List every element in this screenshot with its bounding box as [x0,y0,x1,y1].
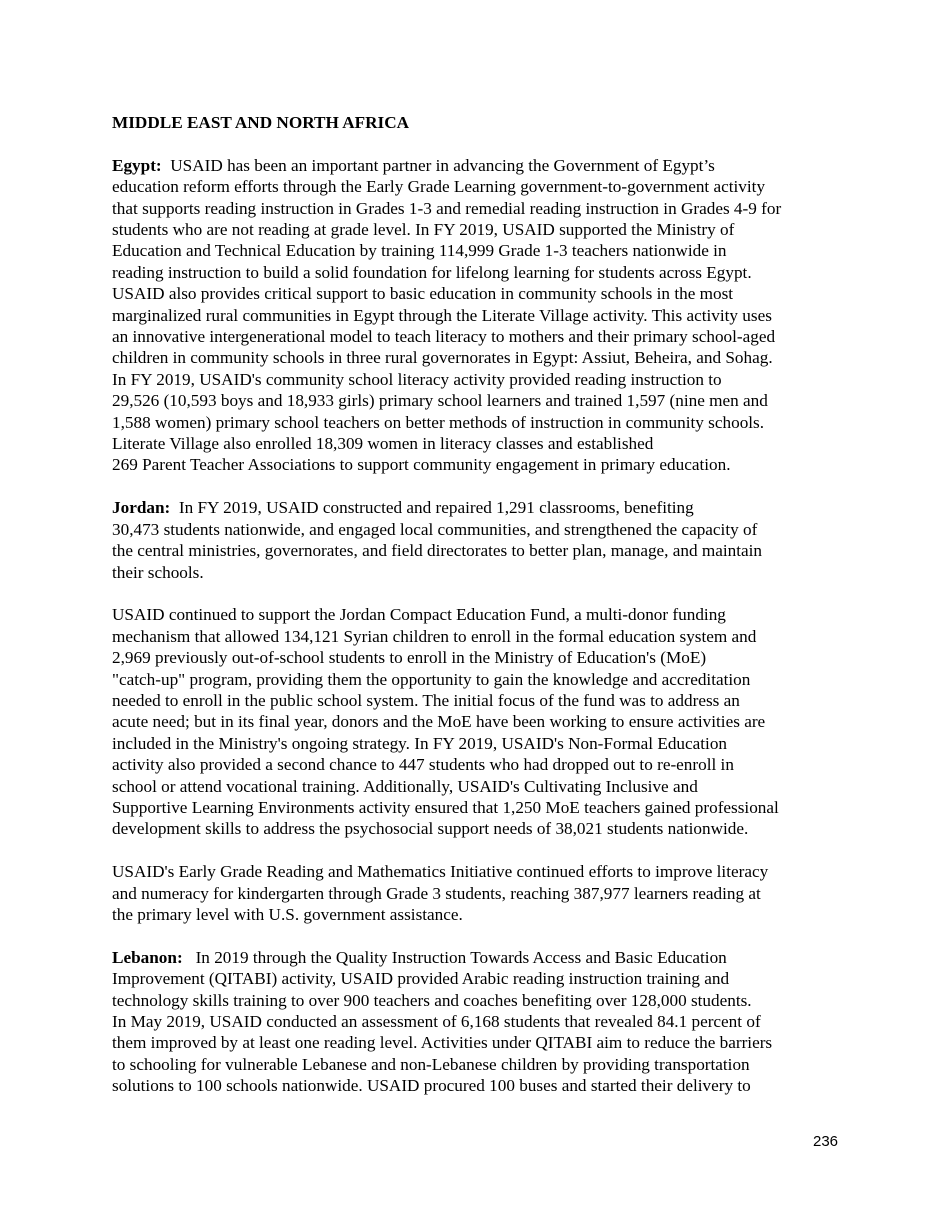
text-line: children in community schools in three rural governorates in Egypt: Assiut, Beheira, and Sohag. [112,348,773,368]
text-line: 269 Parent Teacher Associations to support community engagement in primary education. [112,455,731,475]
text-line: 2,969 previously out-of-school students to enroll in the Ministry of Education's (MoE) [112,648,707,668]
text-line: that supports reading instruction in Grades 1-3 and remedial reading instruction in Grades 4-9 for [112,198,782,218]
paragraph-lead: Jordan: [112,498,171,518]
paragraph [112,497,842,583]
text-line: an innovative intergenerational model to teach literacy to mothers and their primary school-aged [112,327,776,347]
text-line: marginalized rural communities in Egypt through the Literate Village activity. This activity uses [112,305,772,325]
text-line: 29,526 (10,593 boys and 18,933 girls) primary school learners and trained 1,597 (nine men and [112,391,768,411]
text-line: 30,473 students nationwide, and engaged local communities, and strengthened the capacity of [112,519,758,539]
paragraph [112,155,842,476]
text-line: them improved by at least one reading level. Activities under QITABI aim to reduce the barriers [112,1033,773,1053]
text-line [112,497,842,518]
text-line [112,155,842,176]
text-line: In FY 2019, USAID's community school literacy activity provided reading instruction to [112,369,722,389]
text-line: "catch-up" program, providing them the opportunity to gain the knowledge and accreditation [112,669,751,689]
document-body [112,112,842,1118]
text-line: mechanism that allowed 134,121 Syrian children to enroll in the formal education system and [112,626,757,646]
text-line: school or attend vocational training. Additionally, USAID's Cultivating Inclusive and [112,776,698,796]
paragraph-list [112,155,842,1097]
text-line: activity also provided a second chance to 447 students who had dropped out to re-enroll in [112,755,734,775]
text-line: Literate Village also enrolled 18,309 women in literacy classes and established [112,434,654,454]
text-line: the primary level with U.S. government assistance. [112,904,463,924]
text-line: their schools. [112,562,204,582]
paragraph-lead: Egypt: [112,155,162,175]
text-line: and numeracy for kindergarten through Grade 3 students, reaching 387,977 learners reading at [112,883,761,903]
paragraph [112,861,842,925]
text-line: Education and Technical Education by training 114,999 Grade 1-3 teachers nationwide in [112,241,727,261]
text-line: 1,588 women) primary school teachers on better methods of instruction in community schools. [112,412,765,432]
section-heading: MIDDLE EAST AND NORTH AFRICA [112,113,410,132]
text-line: acute need; but in its final year, donors and the MoE have been working to ensure activities are [112,712,766,732]
text-line: solutions to 100 schools nationwide. USAID procured 100 buses and started their delivery to [112,1076,751,1096]
text-span: USAID has been an important partner in advancing the Government of Egypt’s [161,155,715,175]
text-line: Improvement (QITABI) activity, USAID provided Arabic reading instruction training and [112,969,730,989]
text-span: In 2019 through the Quality Instruction Towards Access and Basic Education [182,947,727,967]
text-line: development skills to address the psychosocial support needs of 38,021 students nationwide. [112,819,749,839]
paragraph-lead: Lebanon: [112,947,183,967]
paragraph [112,604,842,839]
text-line: students who are not reading at grade level. In FY 2019, USAID supported the Ministry of [112,220,735,240]
text-line: USAID continued to support the Jordan Compact Education Fund, a multi-donor funding [112,605,726,625]
text-line: included in the Ministry's ongoing strategy. In FY 2019, USAID's Non-Formal Education [112,733,728,753]
page-number: 236 [813,1133,839,1150]
text-line: needed to enroll in the public school system. The initial focus of the fund was to address an [112,690,740,710]
text-line: USAID's Early Grade Reading and Mathematics Initiative continued efforts to improve literacy [112,862,769,882]
text-line: the central ministries, governorates, and field directorates to better plan, manage, and maintain [112,541,763,561]
text-line: reading instruction to build a solid foundation for lifelong learning for students across Egypt. [112,262,752,282]
text-line [112,947,842,968]
paragraph [112,947,842,1097]
text-line: USAID also provides critical support to basic education in community schools in the most [112,284,734,304]
text-line: In May 2019, USAID conducted an assessment of 6,168 students that revealed 84.1 percent of [112,1011,761,1031]
text-line: Supportive Learning Environments activity ensured that 1,250 MoE teachers gained professional [112,797,779,817]
text-line: technology skills training to over 900 teachers and coaches benefiting over 128,000 students. [112,990,752,1010]
text-line: education reform efforts through the Early Grade Learning government-to-government activity [112,177,766,197]
text-line: to schooling for vulnerable Lebanese and non-Lebanese children by providing transportation [112,1054,750,1074]
text-span: In FY 2019, USAID constructed and repaired 1,291 classrooms, benefiting [170,498,694,518]
